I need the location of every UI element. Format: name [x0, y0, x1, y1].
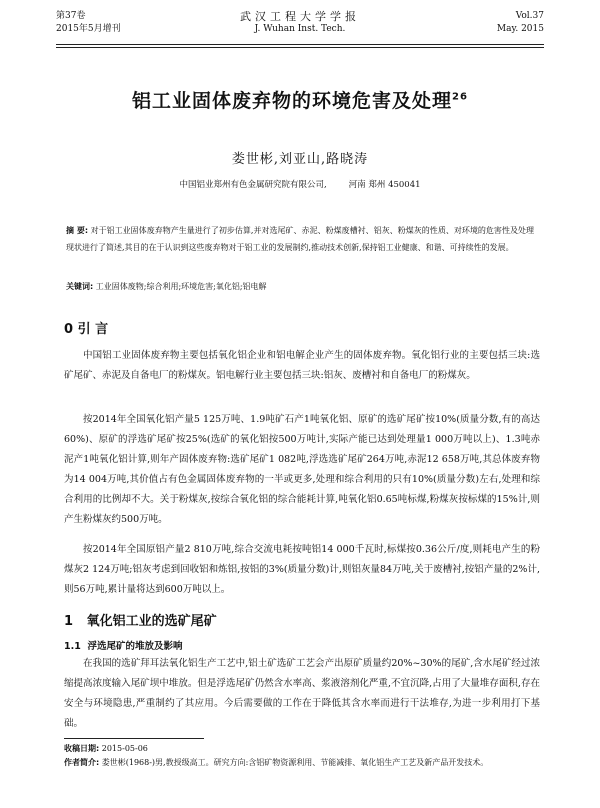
- paper-title-text: 铝工业固体废弃物的环境危害及处理: [132, 90, 453, 112]
- authors: 娄世彬,刘亚山,路晓涛: [231, 152, 369, 167]
- bio-label: 作者简介:: [64, 758, 100, 767]
- journal-name-cn: 武汉工程大学学报: [240, 10, 360, 23]
- abstract-label: 摘 要:: [66, 226, 89, 235]
- footnote-received: [64, 742, 540, 756]
- footnote-rule: [64, 738, 204, 739]
- bio-text: 娄世彬(1968-)男,教授级高工。研究方向:含铝矿物资源利用、节能减排、氧化铝生产工艺及新产品开发技术。: [101, 758, 489, 767]
- intro-paragraph-1: 中国铝工业固体废弃物主要包括氧化铝企业和铝电解企业产生的固体废弃物。氧化铝行业的主要包括三块:选矿尾矿、赤泥及自备电厂的粉煤灰。铝电解行业主要包括三块:铝灰、废槽衬和自备电厂的粉煤灰。: [64, 350, 540, 381]
- subsection-title: 浮选尾矿的堆放及影响: [87, 641, 183, 652]
- header-rule-top: [56, 44, 544, 45]
- paper-title: [40, 86, 560, 113]
- header-rule-bottom: [56, 47, 544, 48]
- section-heading-intro: [64, 318, 108, 337]
- abstract-text: 对于铝工业固体废弃物产生量进行了初步估算,并对选尾矿、赤泥、粉煤废槽衬、铝灰、粉煤灰的性质、对环境的危害性及处理现状进行了简述,其目的在于认识到这些废弃物对于铝工业的发展制约,推动技术创新,保持铝工业健康、和谐、可持续性的发展。: [66, 226, 534, 252]
- title-reference-marker: 26: [452, 91, 468, 103]
- affiliation-org: 中国铝业郑州有色金属研究院有限公司,: [179, 180, 327, 190]
- received-date: 2015-05-06: [101, 744, 148, 753]
- section-number: 1: [64, 614, 74, 629]
- affiliation: [0, 178, 600, 190]
- header-date-en: May. 2015: [496, 24, 544, 34]
- subsection-number: 1.1: [64, 641, 81, 652]
- keywords-text: 工业固体废物;综合利用;环境危害;氧化铝;铝电解: [95, 282, 267, 291]
- intro-paragraph-2: 按2014年全国氧化铝产量5 125万吨、1.9吨矿石产1吨氧化铝、原矿的选矿尾矿按10%(质量分数,有的高达60%)、原矿的浮选矿尾矿按25%(选矿的氧化铝按500万吨计,实际产能已达到处理量1 000万吨以上)、1.3吨赤泥产1吨氧化铝计算,则年产固体废弃物:选矿尾矿1 082吨,浮选选矿尾矿264万吨,赤泥12 658万吨,其总体废弃物为14 004万吨,其价值占有色金属固体废弃物的一半或更多,处理和综合利用的只有10%(质量分数)左右,处理和综合利用的比例却不大。关于粉煤灰,按综合氧化铝的综合能耗计算,吨氧化铝0.65吨标煤,粉煤灰按标煤的15%计,则产生粉煤灰约500万吨。: [64, 414, 540, 525]
- abstract: [66, 222, 534, 256]
- subsection-heading-1-1: [64, 638, 182, 652]
- header-journal: [56, 10, 544, 36]
- section-number: 0: [64, 322, 74, 337]
- header-volume-en: Vol.37: [515, 11, 544, 21]
- header-volume: 第37卷: [56, 11, 86, 21]
- header-issue-date: 2015年5月增刊: [56, 24, 121, 34]
- page-header: [56, 10, 544, 44]
- section-title: 引 言: [77, 322, 109, 337]
- affiliation-location: 河南 郑州 450041: [348, 180, 421, 190]
- keywords: [66, 280, 534, 294]
- header-volume-info-en: [497, 10, 544, 36]
- keywords-label: 关键词:: [66, 282, 94, 291]
- journal-name-en: J. Wuhan Inst. Tech.: [254, 24, 346, 34]
- footnote-author-bio: [64, 756, 540, 770]
- received-label: 收稿日期:: [64, 744, 100, 753]
- section-heading-1: [64, 610, 217, 629]
- intro-paragraph-3: 按2014年全国原铝产量2 810万吨,综合交流电耗按吨铝14 000千瓦时,标煤按0.36公斤/度,则耗电产生的粉煤灰2 124万吨;铝灰考虑到回收铝和炼铝,按铝的3%(质量分数)计,则铝灰量84万吨,关于废槽衬,按铝产量的2%计,则56万吨,累计量将达到600万吨以上。: [64, 544, 540, 595]
- section-title: 氧化铝工业的选矿尾矿: [86, 614, 217, 629]
- section1-paragraph-1: 在我国的选矿拜耳法氧化铝生产工艺中,铝土矿选矿工艺会产出原矿质量约20%~30%的尾矿,含水尾矿经过浓缩提高浓度输入尾矿坝中堆放。但是浮选尾矿仍然含水率高、浆液溶剂化严重,不宜沉降,占用了大量堆存面积,存在安全与环境隐患,严重制约了其应用。今后需要做的工作在于降低其含水率而进行干法堆存,为进一步利用打下基础。: [64, 658, 540, 729]
